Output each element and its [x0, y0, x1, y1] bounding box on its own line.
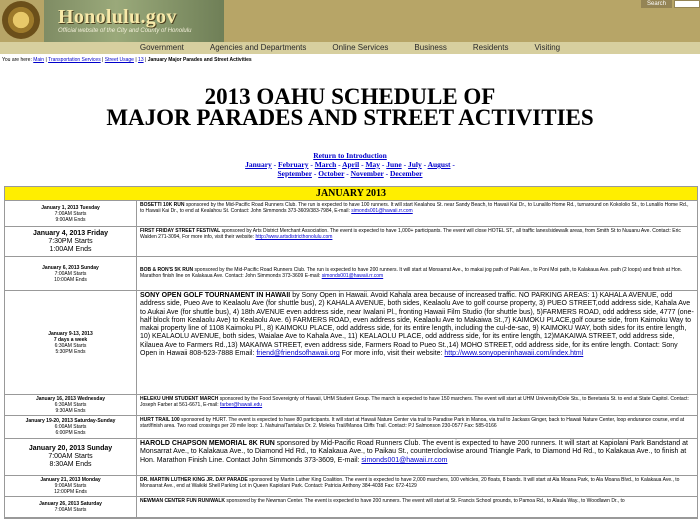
table-row [5, 395, 697, 416]
date-cell [5, 476, 137, 496]
more-info-text: For more info, visit their website: [339, 350, 445, 358]
event-start: 7:00AM Starts [48, 453, 93, 460]
event-date: January 1, 2013 Tuesday [41, 204, 100, 211]
description-cell [137, 291, 697, 394]
table-row [5, 227, 697, 257]
website-link[interactable]: http://www.artsdistricthonolulu.com [255, 234, 333, 240]
event-date: January 21, 2013 Monday [40, 477, 101, 483]
table-row [5, 497, 697, 518]
page-title [0, 86, 700, 128]
schedule-table [4, 186, 698, 519]
description-cell [137, 395, 697, 415]
event-title: HAROLD CHAPSON MEMORIAL 8K RUN [140, 440, 275, 447]
event-start: 6:00AM Starts [54, 424, 87, 430]
event-start: 7:30PM Starts [48, 237, 93, 245]
event-title: NEWMAN CENTER FUN RUN/WALK [140, 498, 225, 504]
event-date: January 16, 2013 Wednesday [35, 396, 106, 402]
contact-email-link[interactable]: farber@hawaii.edu [220, 402, 263, 408]
description-cell [137, 257, 697, 290]
month-link-february[interactable]: February [278, 160, 309, 169]
description-cell [137, 497, 697, 517]
site-tagline: Official website of the City and County of Honolulu [58, 28, 192, 34]
description-cell [137, 227, 697, 256]
date-cell [5, 227, 137, 256]
event-date: January 20, 2013 Sunday [28, 445, 113, 452]
breadcrumb-transportation[interactable]: Transportation Services [48, 57, 101, 63]
description-cell [137, 439, 697, 475]
table-row [5, 416, 697, 439]
date-cell [5, 257, 137, 290]
event-end: 1:00AM Ends [49, 245, 92, 253]
table-row [5, 439, 697, 476]
event-title: BOSETTI 10K RUN [140, 202, 185, 208]
date-cell [5, 395, 137, 415]
event-body: sponsored by the Mid-Pacific Road Runners Club. The run is expected to have 200 runners. It will start at Monsarrat Ave., to makai jog path of Paki Ave., to Poni Moi path, to Kalakaua Ave. path (2 loops) and finish at Hon. Marathon finish line on Kalakaua Ave. Contact: John Simmonds 373-3609 E-mail: [140, 267, 682, 279]
date-cell [5, 497, 137, 517]
event-body: sponsored by Martin Luther King Coalition. The event is expected to have 2,000 marchers, 100 vehicles, 20 floats, 8 bands. It will start at Ala Moana Park, to Ala Moana Blvd., to Kalakaua Ave., to Monsarrat Ave., end at Waikiki Shell Parking Lot in Queen Kapiolani Park. Contact: Patricia Anthony 384-4038 Fax: 672-4129 [140, 477, 680, 489]
event-title: FIRST FRIDAY STREET FESTIVAL [140, 228, 221, 234]
return-intro-link[interactable]: Return to Introduction [313, 151, 387, 160]
month-link-november[interactable]: November [350, 169, 384, 178]
event-body: sponsored by HURT. The event is expected to have 80 participants. It will start at Hawaii Nature Center via trail to Paradise Park in Manoa, via trail to Jackass Ginger, back to Hawaii Nature Center, loop endurance course, end at start/finish area. Two road crossings per 20 mile loop: 1. Nahuina/Tantalus Dr. 2. Moleka Trail/Manoa Cliffs Trail. Contact: PJ Salmonson 230-0577 Fax: 585-0166 [140, 417, 685, 429]
event-date: January 4, 2013 Friday [32, 229, 109, 237]
event-start: 6:30AM Starts [54, 342, 87, 349]
event-body: by Sony Open in Hawaii. Avoid Kahala area because of increased traffic. NO PARKING AREAS: 1) KAHALA AVENUE, odd address side, Pueo Ave to Kealaolu Ave (for shuttle bus), 2) KAHALA AVENUE, both sides, Kealaolu Ave to golf course property, 3) PUEO STREET,odd address side, Kahala Ave to Aukai Ave (for shuttle bus), 4) 18th AVENUE even address side, near Iwalani Pl., fronting Hawaii Film Studio (for shuttle bus), 5)FARMERS ROAD, odd address side, 4777 (one-half block from Kealaolu Ave) to Kealaolu Ave. 6) FARMERS ROAD, even address side, Kealaolu Ave to Makaiwa St.,7) KAIMOKU PLACE,golf course side, from Kaimoku Way to makai property line of 1108 Kaimoku Pl., 8) KAIMOKU PLACE, odd address side, for its entire length, including the cul-de-sac, 9) KAIMOKU WAY, both sides for its entire length, 10) KEALAOLU AVENUE, both sides, Waialae Ave to Kahala Ave., 11) KEALAOLU PLACE, odd address side, for its entire length, 12)MAKAIWA STREET, odd address side, Kilauea Ave to Farmers Rd.,13) MAKAIWA STREET, even address side, Farmers Road to Pueo St.,14) MOHO STREET, odd address side, for its entire length. Contact: Sony Open in Hawaii 808-523-7888 Email: [140, 292, 694, 358]
nav-government[interactable]: Government [139, 43, 184, 52]
city-seal-icon[interactable] [2, 1, 40, 39]
month-link-december[interactable]: December [390, 169, 423, 178]
date-cell [5, 439, 137, 475]
title-line-2: MAJOR PARADES AND STREET ACTIVITIES [106, 105, 594, 130]
event-date: January 9-13, 2013 [48, 330, 93, 337]
month-link-march[interactable]: March [314, 160, 337, 169]
event-body: sponsored by Arts District Merchant Association. The event is expected to have 1,000+ participants. The event will close HOTEL ST., all traffic lanes/sidewalk areas, from Smith St to Nuuanu Ave. Contact: Eric Walden 271-3094, For more info, visit their website: [140, 228, 681, 240]
month-link-april[interactable]: April [342, 160, 360, 169]
event-end: 12:00PM Ends [54, 489, 87, 495]
description-cell [137, 416, 697, 438]
event-title: SONY OPEN GOLF TOURNAMENT IN HAWAII [140, 292, 291, 299]
month-link-july[interactable]: July [407, 160, 422, 169]
month-link-august[interactable]: August [427, 160, 451, 169]
event-title: HURT TRAIL 100 [140, 417, 180, 423]
event-body: sponsored by the Food Sovereignty of Hawaii, UHM Student Group. The march is expected to have 150 marchers. The event will start at UHM University/Dole Sts., to Beretania St. to end at State Capitol. Contact: Joseph Farber at 561-6671, E-mail: [140, 396, 689, 408]
event-start: 7:00AM Starts [54, 270, 87, 277]
website-link[interactable]: http://www.sonyopeninhawaii.com/index.html [444, 350, 584, 358]
event-start: 9:00AM Starts [54, 483, 87, 489]
event-end: 9:30AM Ends [55, 408, 86, 414]
event-end: 8:30AM Ends [49, 461, 92, 468]
event-body: sponsored by Mid-Pacific Road Runners Club. The event is expected to have 200 runners. It will start at Kapiolani Park Bandstand at Monsarrat Ave., to Kalakaua Ave., to Diamond Hd Rd., to Kalakaua Ave., to Paikau St., counterclockwise around Triangle Park, to Diamond Hd Rd., to Kalakaua Ave., to finish at Hon. Marathon Finish Line. Contact John Simmonds 373-3609, E-mail: [140, 440, 688, 464]
breadcrumb-current: January Major Parades and Street Activities [147, 57, 252, 63]
event-end: 5:30PM Ends [55, 348, 86, 355]
event-days: 7 days a week [53, 336, 88, 343]
breadcrumb-street-usage[interactable]: Street Usage [104, 57, 134, 63]
site-header [0, 0, 700, 42]
table-row [5, 257, 697, 291]
event-end: 6:00PM Ends [55, 430, 86, 436]
month-header: JANUARY 2013 [5, 187, 697, 201]
event-end: 10:00AM Ends [54, 276, 87, 283]
nav-business[interactable]: Business [414, 43, 447, 52]
description-cell [137, 476, 697, 496]
breadcrumb-prefix: You are here: [2, 57, 32, 63]
event-start: 7:00AM Starts [54, 210, 87, 217]
table-row [5, 476, 697, 497]
title-line-1: 2013 OAHU SCHEDULE OF [204, 84, 496, 109]
event-body: sponsored by the Newman Center. The event is expected to have 200 runners. The event will start at St. Francis School grounds, to Pamoa Rd., to Alaula Way., to Woodlawn Dr., to [225, 498, 625, 504]
event-date: January 6, 2013 Sunday [42, 264, 99, 271]
contact-email-link[interactable]: simonds001@hawaii.rr.com [361, 456, 448, 464]
date-cell [5, 416, 137, 438]
event-start: 7:00AM Starts [54, 507, 87, 513]
search-input[interactable] [674, 0, 700, 8]
table-row [5, 201, 697, 227]
contact-email-link[interactable]: simonds001@hawaii.rr.com [351, 208, 413, 214]
date-cell [5, 201, 137, 226]
contact-email-link[interactable]: friend@friendsofhawaii.org [256, 350, 340, 358]
month-links: Return to Introduction January - February - March - April - May - June - July - August - September - October - November - December [245, 151, 455, 178]
contact-email-link[interactable]: simonds001@hawaii.rr.com [321, 273, 384, 279]
main-nav [0, 42, 700, 54]
event-title: DR. MARTIN LUTHER KING JR. DAY PARADE [140, 477, 248, 483]
event-body: sponsored by the Mid-Pacific Road Runners Club. The run is expected to have 100 runners. It will start Kealahou St. near Sandy Beach, to Hawaii Kai Dr., to Lunalilo Home Rd., turnaround on Kokololio St., to Lunalilo Home Rd., to Hawaii Kai Dr., to end at Kealahou St. Contact: John Simmonds 373-3609/383-7984, E-mail: [140, 202, 689, 214]
nav-visiting[interactable]: Visiting [534, 43, 561, 52]
event-title: HELEKU UHM STUDENT MARCH [140, 396, 219, 402]
breadcrumb-13[interactable]: 13 [138, 57, 144, 63]
nav-online-services[interactable]: Online Services [332, 43, 389, 52]
event-date: January 26, 2013 Saturday [39, 501, 102, 507]
event-date: January 19-20, 2013 Saturday-Sunday [25, 418, 116, 424]
site-logo[interactable]: Honolulu.gov [58, 6, 177, 28]
breadcrumb: You are here: Main | Transportation Services | Street Usage | 13 | January Major Parades and Street Activities [2, 57, 252, 63]
event-start: 6:30AM Starts [54, 402, 87, 408]
description-cell [137, 201, 697, 226]
event-title: BOB & RON'S 5K RUN [140, 267, 194, 273]
breadcrumb-main[interactable]: Main [33, 57, 45, 63]
search-label: Search [641, 0, 672, 8]
month-link-may[interactable]: May [365, 160, 381, 169]
month-link-june[interactable]: June [386, 160, 402, 169]
nav-agencies[interactable]: Agencies and Departments [209, 43, 307, 52]
event-end: 9:00AM Ends [55, 216, 86, 223]
nav-residents[interactable]: Residents [472, 43, 509, 52]
month-link-january[interactable]: January [245, 160, 272, 169]
table-row [5, 291, 697, 395]
date-cell [5, 291, 137, 394]
month-link-october[interactable]: October [318, 169, 345, 178]
month-link-september[interactable]: September [277, 169, 312, 178]
